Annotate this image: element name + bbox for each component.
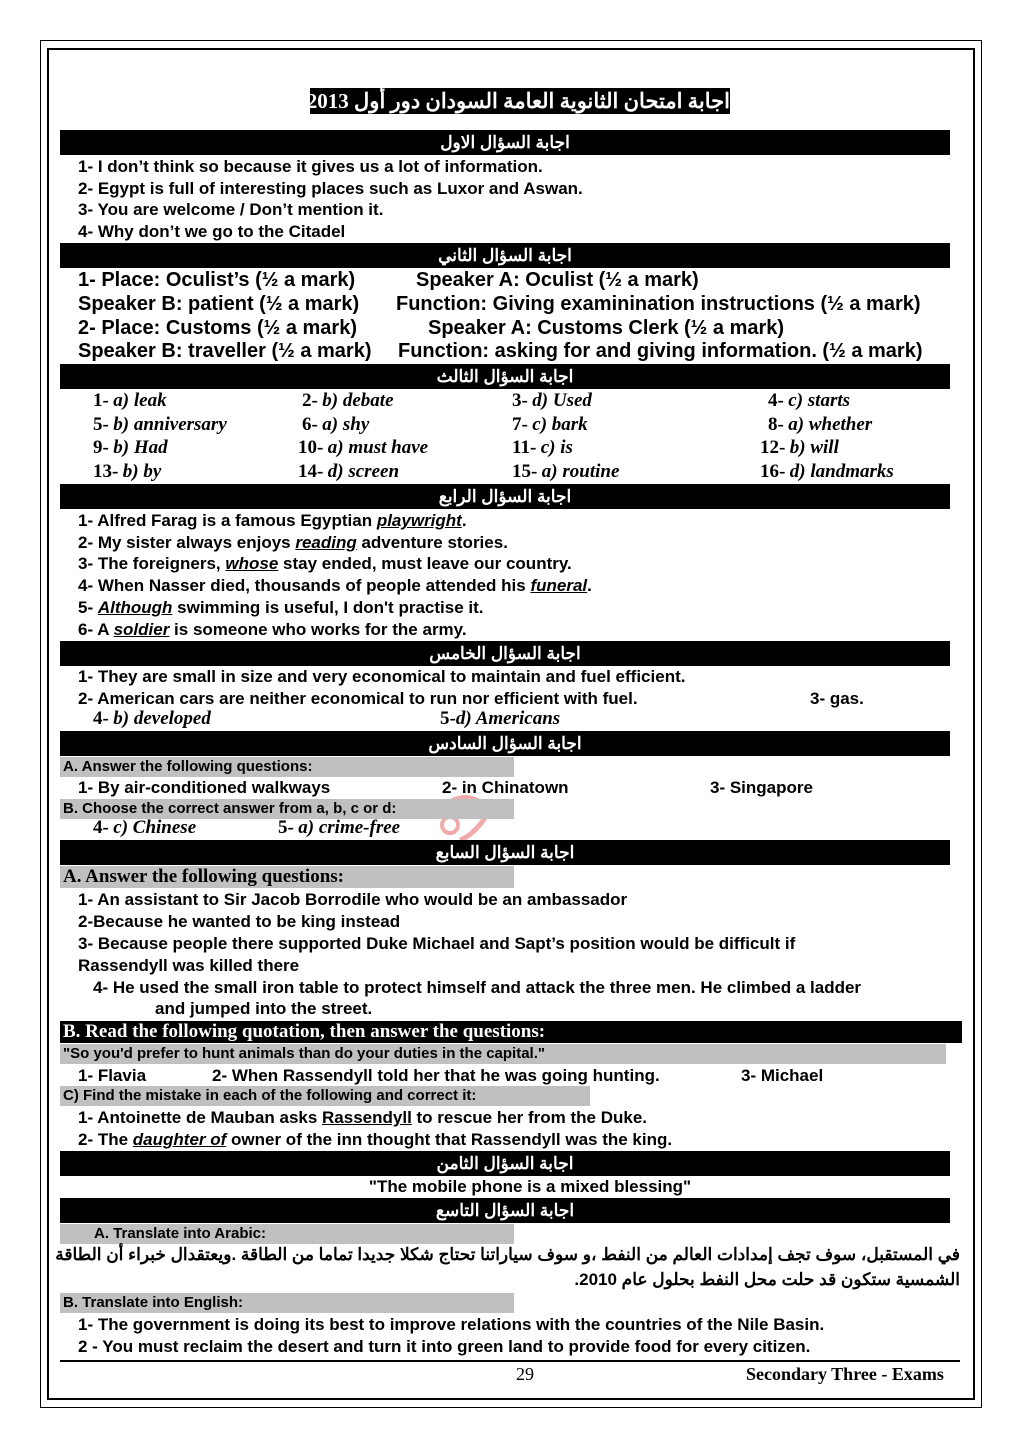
- q7-b-answer-3: 3- Michael: [741, 1066, 824, 1085]
- q3-item-number: 16-: [760, 461, 786, 482]
- q2-speaker-a-1: Speaker A: Oculist (½ a mark): [416, 269, 699, 291]
- q5-line-2: 2- American cars are neither economical to run nor efficient with fuel.: [78, 689, 638, 708]
- q3-item-number: 12-: [760, 437, 786, 458]
- q3-item-answer: a) must have: [327, 437, 429, 458]
- q9-english-1: 1- The government is doing its best to improve relations with the countries of the Nile Basin.: [78, 1315, 825, 1334]
- footer-rule: [60, 1360, 960, 1362]
- q6-sub-b: B. Choose the correct answer from a, b, c or d:: [60, 799, 514, 819]
- q3-item-answer: d) screen: [327, 461, 400, 482]
- q3-item-answer: a) shy: [322, 414, 370, 435]
- q7-sub-c: C) Find the mistake in each of the following and correct it:: [60, 1086, 590, 1106]
- q3-item-answer: c) is: [540, 437, 573, 458]
- q6-b-answer-4: 4- c) Chinese: [93, 817, 197, 838]
- q8-answer: "The mobile phone is a mixed blessing": [368, 1177, 692, 1196]
- q3-item-answer: b) anniversary: [113, 414, 227, 435]
- q2-speaker-b-2: Speaker B: traveller (½ a mark): [78, 340, 372, 362]
- q3-answer-item: [512, 414, 588, 436]
- q7-sub-b: B. Read the following quotation, then answer the questions:: [60, 1021, 962, 1043]
- q4-line-2: 2- My sister always enjoys reading adventure stories.: [78, 533, 508, 552]
- q7-a-answer-2: 2-Because he wanted to be king instead: [78, 912, 401, 931]
- q5-line-3a: 4- b) developed: [93, 708, 211, 729]
- q4-line-5: 5- Although swimming is useful, I don't practise it.: [78, 598, 484, 617]
- q3-item-number: 1-: [93, 390, 109, 411]
- q7-b-answer-2: 2- When Rassendyll told her that he was going hunting.: [212, 1066, 660, 1085]
- q1-line-4: 4- Why don’t we go to the Citadel: [78, 222, 346, 241]
- q3-item-number: 4-: [768, 390, 784, 411]
- q4-line-3: 3- The foreigners, whose stay ended, must leave our country.: [78, 554, 572, 573]
- q6-b-answer-5: 5- a) crime-free: [278, 817, 401, 838]
- q3-item-answer: a) whether: [788, 414, 873, 435]
- q9-arabic-line-2: الشمسية ستكون قد حلت محل النفط بحلول عام 2010.: [574, 1270, 960, 1289]
- q3-answer-item: [93, 390, 167, 412]
- q7-a-answer-3-cont: Rassendyll was killed there: [78, 956, 300, 975]
- q6-header: اجابة السؤال السادس: [60, 731, 950, 756]
- q4-line-4: 4- When Nasser died, thousands of people attended his funeral.: [78, 576, 592, 595]
- q3-header: اجابة السؤال الثالث: [60, 364, 950, 389]
- q9-arabic-line-1: في المستقبل، سوف تجف إمدادات العالم من النفط ،و سوف سياراتنا تحتاج شكلا جديدا تماما من الطاقة .ويعتقدال خبراء أن الطاقة: [55, 1245, 960, 1264]
- q3-item-number: 5-: [93, 414, 109, 435]
- q3-item-number: 13-: [93, 461, 119, 482]
- q3-answer-item: [298, 437, 428, 459]
- q3-answer-item: [93, 437, 168, 459]
- q3-item-answer: d) Used: [532, 390, 592, 411]
- q3-answer-item: [302, 414, 369, 436]
- q4-line-6: 6- A soldier is someone who works for the army.: [78, 620, 467, 639]
- q8-header: اجابة السؤال الثامن: [60, 1151, 950, 1176]
- q3-answer-item: [93, 414, 227, 436]
- q4-line-1: 1- Alfred Farag is a famous Egyptian playwright.: [78, 511, 467, 530]
- q6-sub-a: A. Answer the following questions:: [60, 757, 514, 777]
- q3-answer-item: [512, 437, 573, 459]
- q7-header: اجابة السؤال السابع: [60, 840, 950, 865]
- q1-header: اجابة السؤال الاول: [60, 130, 950, 155]
- q6-a-answer-2: 2- in Chinatown: [442, 778, 569, 797]
- q9-header: اجابة السؤال التاسع: [60, 1198, 950, 1223]
- q7-b-answer-1: 1- Flavia: [78, 1066, 147, 1085]
- q3-item-answer: d) landmarks: [789, 461, 894, 482]
- q3-item-number: 9-: [93, 437, 109, 458]
- page-number: 29: [516, 1364, 534, 1384]
- q7-a-answer-1: 1- An assistant to Sir Jacob Borrodile who would be an ambassador: [78, 890, 628, 909]
- q4-header: اجابة السؤال الرابع: [60, 484, 950, 509]
- q3-item-number: 11-: [512, 437, 537, 458]
- q3-answer-item: [512, 461, 619, 483]
- q7-c-answer-1: 1- Antoinette de Mauban asks Rassendyll to rescue her from the Duke.: [78, 1108, 648, 1127]
- q2-header: اجابة السؤال الثاني: [60, 243, 950, 268]
- q5-line-1: 1- They are small in size and very economical to maintain and fuel efficient.: [78, 667, 686, 686]
- q3-item-number: 10-: [298, 437, 324, 458]
- q1-line-2: 2- Egypt is full of interesting places such as Luxor and Aswan.: [78, 179, 583, 198]
- page-title: اجابة امتحان الثانوية العامة السودان دور أول 2013: [306, 89, 730, 113]
- q5-header: اجابة السؤال الخامس: [60, 641, 950, 666]
- q3-item-number: 15-: [512, 461, 538, 482]
- q2-place-1: 1- Place: Oculist’s (½ a mark): [78, 269, 356, 291]
- q3-item-number: 3-: [512, 390, 528, 411]
- q7-a-answer-4-cont: and jumped into the street.: [155, 999, 373, 1018]
- q3-item-answer: b) by: [122, 461, 162, 482]
- q3-answer-item: [298, 461, 399, 483]
- q3-answer-item: [93, 461, 161, 483]
- q3-item-answer: b) Had: [113, 437, 168, 458]
- q3-answer-item: [768, 390, 850, 412]
- q7-quote: "So you'd prefer to hunt animals than do your duties in the capital.": [60, 1044, 946, 1064]
- q7-a-answer-3: 3- Because people there supported Duke Michael and Sapt’s position would be difficult if: [78, 934, 796, 953]
- q3-item-answer: b) will: [789, 437, 839, 458]
- q7-a-answer-4: 4- He used the small iron table to protect himself and attack the three men. He climbed a ladder: [93, 978, 862, 997]
- q3-answer-item: [768, 414, 872, 436]
- q2-function-2: Function: asking for and giving information. (½ a mark): [398, 340, 923, 362]
- q3-answer-item: [512, 390, 592, 412]
- q1-line-3: 3- You are welcome / Don’t mention it.: [78, 200, 384, 219]
- q6-a-answer-3: 3- Singapore: [710, 778, 813, 797]
- q1-line-1: 1- I don’t think so because it gives us a lot of information.: [78, 157, 543, 176]
- q9-english-2: 2 - You must reclaim the desert and turn it into green land to provide food for every citizen.: [78, 1337, 811, 1356]
- q7-c-answer-2: 2- The daughter of owner of the inn thought that Rassendyll was the king.: [78, 1130, 673, 1149]
- q3-item-number: 14-: [298, 461, 324, 482]
- q3-answer-item: [760, 437, 839, 459]
- q3-item-answer: b) debate: [322, 390, 394, 411]
- q2-speaker-b-1: Speaker B: patient (½ a mark): [78, 293, 360, 315]
- q3-answer-item: [760, 461, 894, 483]
- q7-sub-a: A. Answer the following questions:: [60, 866, 514, 888]
- q3-item-answer: a) routine: [541, 461, 620, 482]
- q3-answer-item: [302, 390, 394, 412]
- footer-label: Secondary Three - Exams: [746, 1364, 944, 1384]
- q3-item-number: 8-: [768, 414, 784, 435]
- q5-line-3b: 5-d) Americans: [440, 708, 561, 729]
- q6-a-answer-1: 1- By air-conditioned walkways: [78, 778, 331, 797]
- q3-item-number: 7-: [512, 414, 528, 435]
- q2-function-1: Function: Giving examinination instructions (½ a mark): [396, 293, 921, 315]
- q9-sub-a: A. Translate into Arabic:: [60, 1224, 514, 1244]
- q2-speaker-a-2: Speaker A: Customs Clerk (½ a mark): [428, 317, 785, 339]
- q3-item-answer: c) bark: [532, 414, 588, 435]
- q3-item-number: 2-: [302, 390, 318, 411]
- q3-item-answer: a) leak: [113, 390, 167, 411]
- q2-place-2: 2- Place: Customs (½ a mark): [78, 317, 357, 339]
- q5-line-2-answer-3: 3- gas.: [810, 689, 864, 708]
- q3-item-answer: c) starts: [788, 390, 851, 411]
- q9-sub-b: B. Translate into English:: [60, 1293, 514, 1313]
- q3-item-number: 6-: [302, 414, 318, 435]
